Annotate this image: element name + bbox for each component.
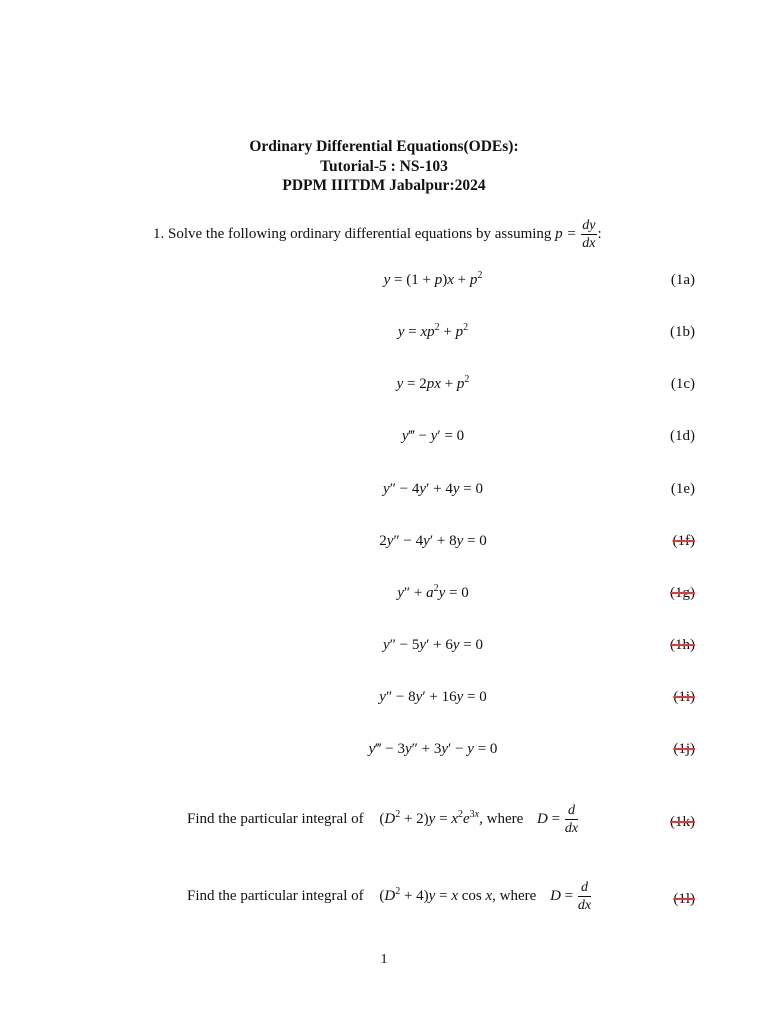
colon: : [597,225,602,242]
dy-dx-fraction [581,218,596,251]
equation-tag-struck: (1l) [673,891,695,907]
fraction-denominator: dx [582,236,596,251]
equation-tag-struck: (1g) [670,585,695,601]
particular-label: Find the particular integral of [187,810,364,827]
page-number: 1 [380,952,388,967]
equation-tag: (1b) [670,324,695,340]
doc-title-line-2: Tutorial-5 : NS-103 [320,158,448,175]
fraction-numerator: d [567,803,575,818]
d-dx-fraction [565,803,578,836]
equation-tag-struck: (1j) [673,741,695,757]
equation-1f: 2y″ − 4y′ + 8y = 0 [379,533,487,549]
doc-title-line-1: Ordinary Differential Equations(ODEs): [249,138,519,155]
equation-tag-struck: (1f) [672,533,695,549]
equation-1b: $y = xp^2 + p^2$ [397,322,469,340]
doc-title-line-3: PDPM IIITDM Jabalpur:2024 [282,177,486,194]
equation-tag: (1c) [670,376,695,392]
equation-1i: y″ − 8y′ + 16y = 0 [379,689,487,705]
equation-tag: (1d) [670,428,695,444]
d-dx-fraction [578,880,591,913]
p-definition: p = [555,225,577,242]
equation-1c: $y = 2px + p^2$ [396,374,470,392]
particular-integral-1l: Find the particular integral of $(D^2 + 4)y = x$ cos x, where D = $\frac{d}{dx}$ [187,880,592,913]
particular-integral-1k: Find the particular integral of $(D^2 + 2)y = x^2e^{3x}$, where D = $\frac{d}{dx}$ [187,803,579,836]
fraction-denominator: dx [577,898,592,913]
fraction-numerator: dy [582,218,596,233]
question-number: 1. [153,225,165,242]
equation-1d: y‴ − y′ = 0 [401,428,465,444]
particular-label: Find the particular integral of [187,887,364,904]
where-word: where [486,810,524,827]
equation-1g: $y'' + a^2y = 0$ [397,583,469,601]
equation-1h: y″ − 5y′ + 6y = 0 [383,637,483,653]
equation-tag: (1a) [670,272,695,288]
equation-tag-struck: (1h) [670,637,695,653]
where-word: where [499,887,537,904]
equation-1e: y″ − 4y′ + 4y = 0 [383,481,483,497]
fraction-denominator: dx [564,821,579,836]
fraction-numerator: d [580,880,588,895]
equation-tag-struck: (1k) [670,814,695,830]
question-text: Solve the following ordinary differential equations by assuming [168,225,552,242]
equation-tag-struck: (1i) [673,689,695,705]
equation-1a: $y = (1 + p)x + p^2$ [383,270,483,288]
question-1 [153,218,602,251]
equation-1j: y‴ − 3y″ + 3y′ − y = 0 [368,741,498,757]
equation-tag: (1e) [670,481,695,497]
